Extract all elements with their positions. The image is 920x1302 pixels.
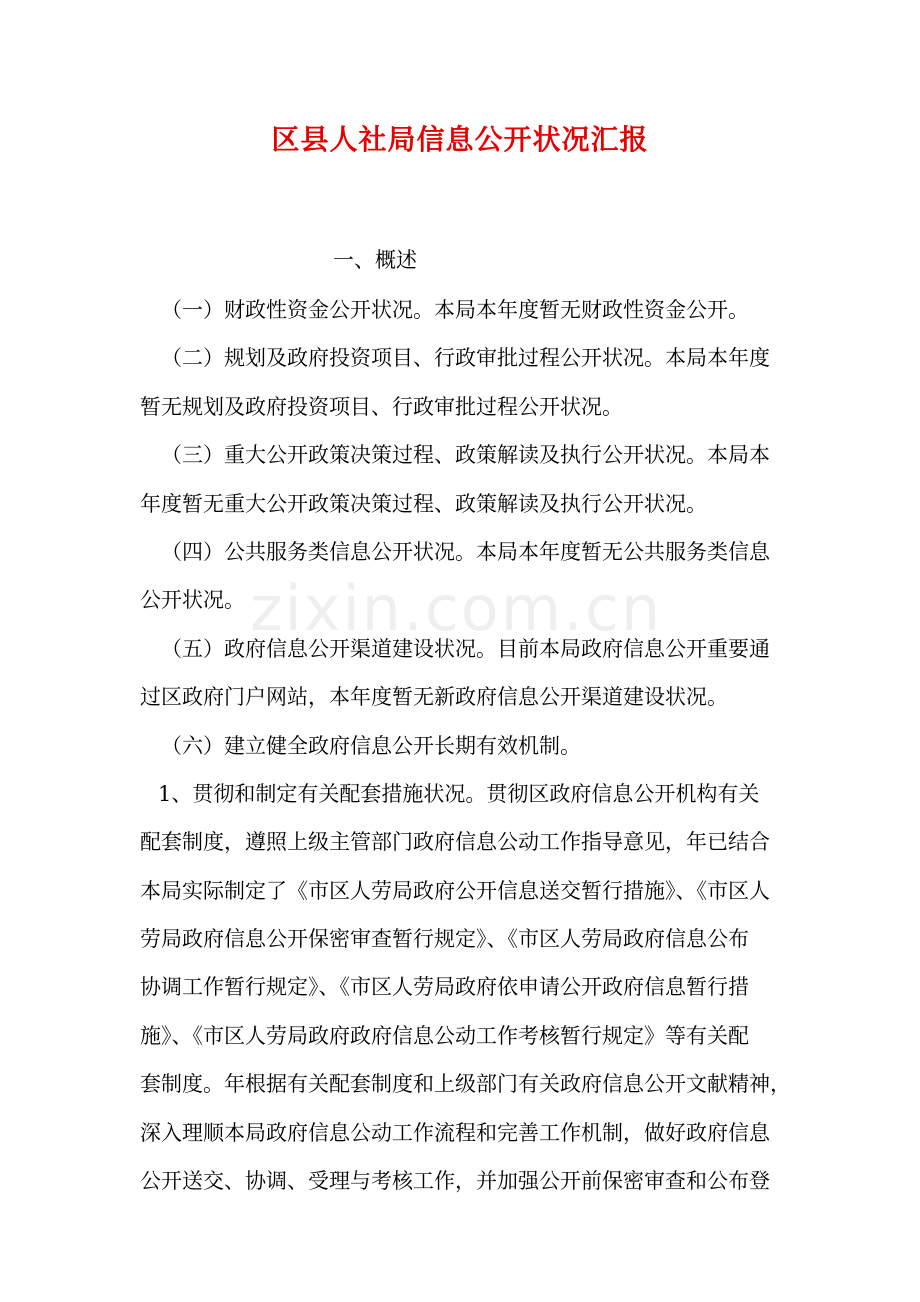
paragraph-line: （六）建立健全政府信息公开长期有效机制。 (161, 733, 581, 758)
paragraph-line: （一）财政性资金公开状况。本局本年度暂无财政性资金公开。 (161, 298, 749, 322)
paragraph-line: 过区政府门户网站，本年度暂无新政府信息公开渠道建设状况。 (140, 685, 728, 710)
paragraph-line: 1、贯彻和制定有关配套措施状况。贯彻区政府信息公开机构有关 (158, 781, 760, 806)
paragraph-line: 施》、《市区人劳局政府政府信息公动工作考核暂行规定》等有关配 (140, 1023, 749, 1048)
paragraph-line: 深入理顺本局政府信息公动工作流程和完善工作机制，做好政府信息 (140, 1120, 770, 1145)
watermark: zixin.com.cn (250, 572, 663, 645)
document-title: 区县人社局信息公开状况汇报 (271, 123, 649, 156)
paragraph-line: 劳局政府信息公开保密审查暂行规定》、《市区人劳局政府信息公布 (140, 927, 749, 952)
paragraph-line: 套制度。年根据有关配套制度和上级部门有关政府信息公开文献精神， (140, 1072, 791, 1097)
paragraph-line: 公开状况。 (140, 588, 245, 613)
section-heading: 一、概述 (333, 248, 417, 272)
paragraph-line: （三）重大公开政策决策过程、政策解读及执行公开状况。本局本 (161, 443, 770, 468)
paragraph-line: 公开送交、协调、受理与考核工作，并加强公开前保密审查和公布登 (140, 1169, 770, 1194)
paragraph-line: 协调工作暂行规定》、《市区人劳局政府依申请公开政府信息暂行措 (140, 975, 749, 1000)
paragraph-line: （五）政府信息公开渠道建设状况。目前本局政府信息公开重要通 (161, 636, 770, 661)
paragraph-line: （二）规划及政府投资项目、行政审批过程公开状况。本局本年度 (161, 346, 770, 371)
paragraph-line: 配套制度，遵照上级主管部门政府信息公动工作指导意见，年已结合 (140, 830, 770, 855)
paragraph-line: 年度暂无重大公开政策决策过程、政策解读及执行公开状况。 (140, 491, 707, 516)
document-body (140, 286, 791, 1205)
paragraph-line: （四）公共服务类信息公开状况。本局本年度暂无公共服务类信息 (161, 539, 770, 564)
paragraph-line: 本局实际制定了《市区人劳局政府公开信息送交暂行措施》、《市区人 (140, 878, 770, 903)
paragraph-line: 暂无规划及政府投资项目、行政审批过程公开状况。 (140, 394, 623, 419)
